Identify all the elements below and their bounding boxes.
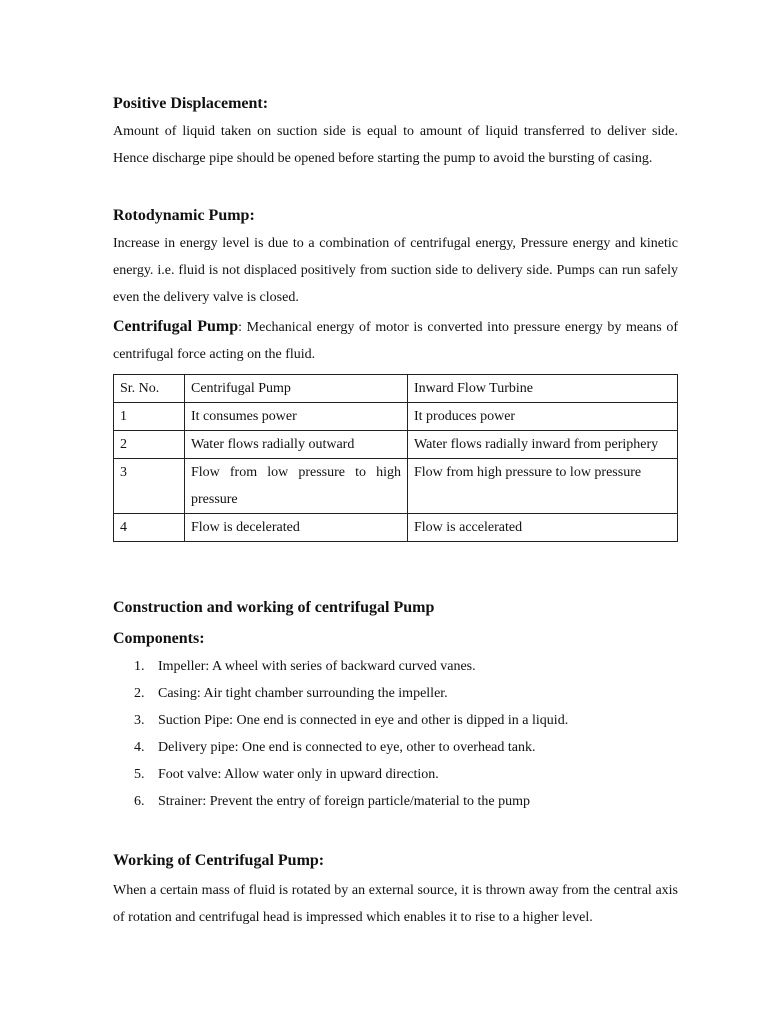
working-heading: Working of Centrifugal Pump: (113, 852, 325, 869)
list-item-number: 1. (134, 659, 145, 674)
table-row (114, 403, 678, 431)
list-item (113, 734, 678, 761)
table-header-row (114, 375, 678, 403)
list-item (113, 680, 678, 707)
table-header-cell: Sr. No. (114, 375, 185, 403)
list-item-number: 4. (134, 740, 145, 755)
table-header-cell: Centrifugal Pump (185, 375, 408, 403)
table-cell: 3 (114, 459, 185, 514)
table-cell: It consumes power (185, 403, 408, 431)
list-item-number: 6. (134, 794, 145, 809)
table-header-cell: Inward Flow Turbine (408, 375, 678, 403)
list-item (113, 761, 678, 788)
table-cell: Water flows radially outward (185, 431, 408, 459)
table-row (114, 459, 678, 514)
list-item-text: Delivery pipe: One end is connected to eye, other to overhead tank. (158, 740, 536, 755)
list-item (113, 653, 678, 680)
list-item-number: 2. (134, 686, 145, 701)
working-text: When a certain mass of fluid is rotated by an external source, it is thrown away from the central axis of rotation and centrifugal head is impressed which enables it to rise to a higher level. (113, 883, 678, 925)
list-item-text: Suction Pipe: One end is connected in eye and other is dipped in a liquid. (158, 713, 569, 728)
table-cell: Flow from high pressure to low pressure (408, 459, 678, 514)
list-item (113, 707, 678, 734)
centrifugal-pump-text: : Mechanical energy of motor is converted into pressure energy by means of centrifugal force acting on the fluid. (113, 320, 679, 362)
list-item-text: Strainer: Prevent the entry of foreign particle/material to the pump (158, 794, 531, 809)
table-cell: Flow is accelerated (408, 514, 678, 542)
components-heading: Components: (113, 630, 205, 647)
construction-heading: Construction and working of centrifugal Pump (113, 599, 435, 616)
list-item-number: 5. (134, 767, 145, 782)
table-cell: 2 (114, 431, 185, 459)
list-item (113, 788, 678, 815)
table-cell: Flow is decelerated (185, 514, 408, 542)
centrifugal-pump-heading: Centrifugal Pump (113, 318, 239, 335)
components-list (113, 653, 678, 815)
list-item-number: 3. (134, 713, 145, 728)
comparison-table (113, 374, 678, 542)
table-cell: Flow from low pressure to high pressure (185, 459, 408, 514)
list-item-text: Casing: Air tight chamber surrounding the impeller. (158, 686, 448, 701)
rotodynamic-pump-heading: Rotodynamic Pump: (113, 207, 255, 224)
table-cell: 1 (114, 403, 185, 431)
comparison-table-wrapper (113, 374, 678, 542)
positive-displacement-heading: Positive Displacement: (113, 95, 269, 112)
table-row (114, 431, 678, 459)
centrifugal-pump-paragraph (113, 313, 678, 368)
table-cell: Water flows radially inward from periphery (408, 431, 678, 459)
list-item-text: Foot valve: Allow water only in upward direction. (158, 767, 439, 782)
positive-displacement-text: Amount of liquid taken on suction side is equal to amount of liquid transferred to deliver side. Hence discharge pipe should be opened before starting the pump to avoid the bursting of casing. (113, 124, 678, 166)
list-item-text: Impeller: A wheel with series of backward curved vanes. (158, 659, 476, 674)
table-cell: 4 (114, 514, 185, 542)
table-cell: It produces power (408, 403, 678, 431)
table-row (114, 514, 678, 542)
rotodynamic-pump-text: Increase in energy level is due to a combination of centrifugal energy, Pressure energy and kinetic energy. i.e. fluid is not displaced positively from suction side to delivery side. Pumps can run safely even the delivery valve is closed. (113, 236, 678, 305)
